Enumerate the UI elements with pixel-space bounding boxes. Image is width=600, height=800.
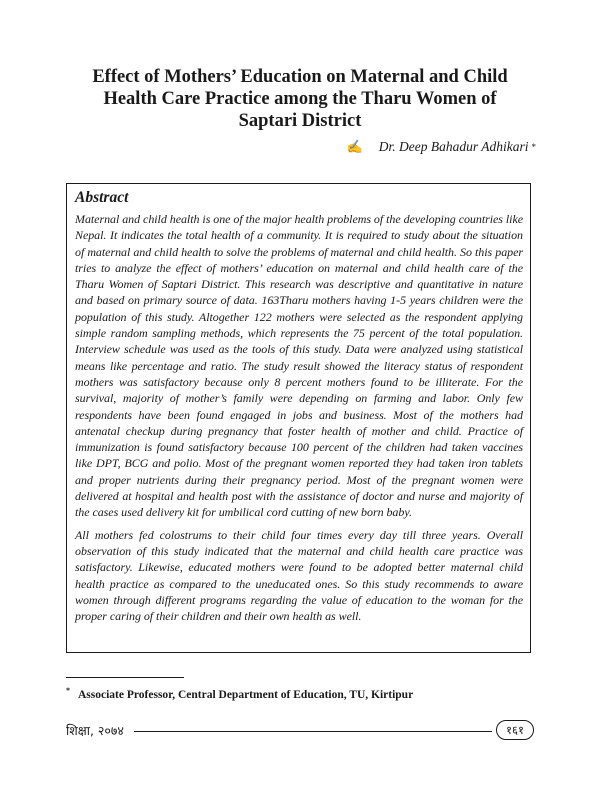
footnote bbox=[66, 686, 536, 701]
footnote-divider bbox=[66, 677, 184, 678]
author-footnote-mark: * bbox=[531, 142, 536, 152]
author-byline bbox=[347, 139, 536, 155]
title-line: Health Care Practice among the Tharu Women of bbox=[103, 89, 497, 109]
abstract-box bbox=[66, 183, 531, 653]
footnote-mark: * bbox=[66, 686, 70, 695]
footnote-text: Associate Professor, Central Department of Education, TU, Kirtipur bbox=[78, 688, 414, 701]
paper-title bbox=[60, 66, 540, 132]
abstract-paragraph: Maternal and child health is one of the major health problems of the developing countries like Nepal. It indicates the total health of a community. It is required to study about the situation of maternal and child health to solve the problems of maternal and child health. So this paper tries to analyze the effect of mothers’ education on maternal and child health care of the Tharu Women of Saptari District. This research was descriptive and quantitative in nature and based on primary source of data. 163Tharu mothers having 1-5 years children were the population of this study. Altogether 122 mothers were selected as the respondent applying simple random sampling methods, which represents the 75 percent of the total population. Interview schedule was used as the tools of this study. Data were analyzed using statistical means like percentage and ratio. The study result showed the literacy status of respondent mothers was satisfactory because only 8 percent mothers found to be illiterate. For the survival, majority of mother’s family were depending on farming and labor. Only few respondents have been found engaged in jobs and business. Most of the mothers had antenatal checkup during pregnancy that foster health of mother and child. Practice of immunization is found satisfactory because 100 percent of the children had taken vaccines like DPT, BCG and polio. Most of the pregnant women reported they had taken iron tablets and proper nutrients during their pregnancy period. Most of the pregnant women were delivered at hospital and health post with the assistance of doctor and nurse and majority of the cases used delivery kit for umbilical cord cutting of new born baby. bbox=[75, 212, 523, 520]
author-name: Dr. Deep Bahadur Adhikari bbox=[378, 139, 529, 154]
footer-rule bbox=[134, 731, 492, 732]
title-line: Effect of Mothers’ Education on Maternal and Child bbox=[92, 67, 508, 87]
abstract-paragraph: All mothers fed colostrums to their child four times every day till three years. Overall observation of this study indicated that the maternal and child health care practice was satisfactory. Likewise, educated mothers were found to be adopted better maternal child health practice as compared to the uneducated ones. So this study recommends to aware women through different programs regarding the value of education to the woman for the proper caring of their children and their own health as well. bbox=[75, 527, 523, 624]
abstract-heading: Abstract bbox=[75, 189, 129, 206]
page-number: १६१ bbox=[496, 720, 534, 740]
page-footer bbox=[66, 718, 534, 744]
journal-name: शिक्षा, २०७४ bbox=[66, 722, 128, 739]
title-line: Saptari District bbox=[238, 111, 362, 131]
pen-nib-icon: ✍ bbox=[346, 139, 363, 154]
